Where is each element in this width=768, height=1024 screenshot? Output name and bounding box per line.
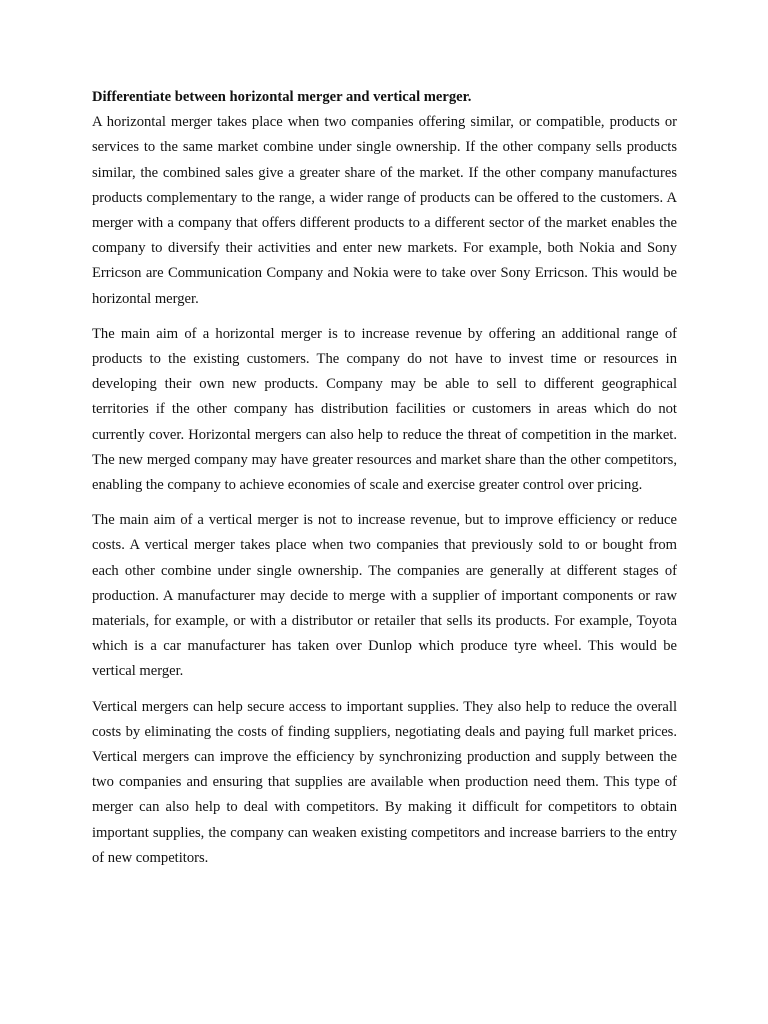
document-body [92,85,677,881]
document-heading: Differentiate between horizontal merger and vertical merger. [92,89,472,105]
paragraph-vertical-merger-aim: The main aim of a vertical merger is not to increase revenue, but to improve efficiency or reduce costs. A vertical merger takes place when two companies that previously sold to or bought from each other combine under single ownership. The companies are generally at different stages of production. A manufacturer may decide to merge with a supplier of important components or raw materials, for example, or with a distributor or retailer that sells its products. For example, Toyota which is a car manufacturer has taken over Dunlop which produce tyre wheel. This would be vertical merger. [92,512,677,680]
paragraph-horizontal-merger-aim: The main aim of a horizontal merger is to increase revenue by offering an additional range of products to the existing customers. The company do not have to invest time or resources in developing their own new products. Company may be able to sell to different geographical territories if the other company has distribution facilities or customers in areas which do not currently cover. Horizontal mergers can also help to reduce the threat of competition in the market. The new merged company may have greater resources and market share than the other competitors, enabling the company to achieve economies of scale and exercise greater control over pricing. [92,325,677,494]
paragraph-vertical-merger-benefits: Vertical mergers can help secure access to important supplies. They also help to reduce the overall costs by eliminating the costs of finding suppliers, negotiating deals and paying full market prices. Vertical mergers can improve the efficiency by synchronizing production and supply between the two companies and ensuring that supplies are available when production need them. This type of merger can also help to deal with competitors. By making it difficult for competitors to obtain important supplies, the company can weaken existing competitors and increase barriers to the entry of new competitors. [92,698,677,866]
paragraph-horizontal-merger-definition: A horizontal merger takes place when two companies offering similar, or compatible, products or services to the same market combine under single ownership. If the other company sells products similar, the combined sales give a greater share of the market. If the other company manufactures products complementary to the range, a wider range of products can be offered to the customers. A merger with a company that offers different products to a different sector of the market enables the company to diversify their activities and enter new markets. For example, both Nokia and Sony Erricson are Communication Company and Nokia were to take over Sony Erricson. This would be horizontal merger. [92,114,677,307]
